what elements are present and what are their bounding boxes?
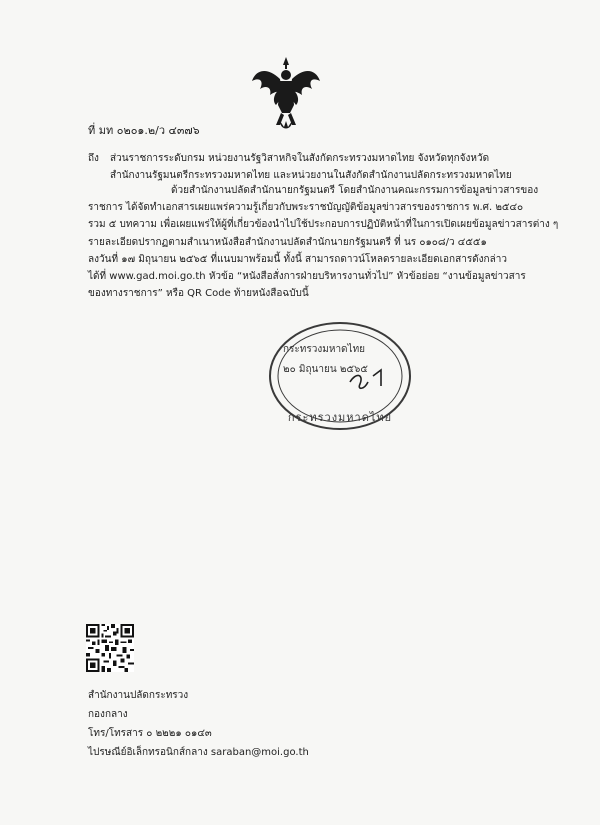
qr-code[interactable] (86, 624, 134, 672)
footer-email: ไปรษณีย์อิเล็กทรอนิกส์กลาง saraban@moi.go.th (88, 747, 309, 758)
letter-body (88, 182, 559, 302)
body-line: รายละเอียดปรากฏตามสำเนาหนังสือสำนักงานปลัดสำนักนายกรัฐมนตรี ที่ นร ๐๑๐๘/ว ๔๕๕๑ (88, 236, 487, 248)
recipients-line-1: ส่วนราชการระดับกรม หน่วยงานรัฐวิสาหกิจในสังกัดกระทรวงมหาดไทย จังหวัดทุกจังหวัด (110, 153, 490, 164)
footer-office: สำนักงานปลัดกระทรวง (88, 690, 189, 701)
stamp-ministry: กระทรวงมหาดไทย (283, 344, 366, 355)
recipients-line-2: สำนักงานรัฐมนตรีกระทรวงมหาดไทย และหน่วยงานในสังกัดสำนักงานปลัดกระทรวงมหาดไทย (110, 170, 512, 181)
recipients-label: ถึง (88, 153, 99, 164)
garuda-emblem (250, 55, 322, 135)
stamp-ring-text: กระทรวงมหาดไทย (287, 411, 393, 424)
body-line: ของทางราชการ” หรือ QR Code ท้ายหนังสือฉบับนี้ (88, 288, 309, 300)
body-line: ราชการ ได้จัดทำเอกสารเผยแพร่ความรู้เกี่ยวกับพระราชบัญญัติข้อมูลข่าวสารของราชการ พ.ศ. ๒๕๔๐ (88, 202, 524, 214)
sender-footer (88, 686, 309, 762)
footer-phone: โทร/โทรสาร ๐ ๒๒๒๑ ๐๑๔๓ (88, 728, 212, 739)
stamp-date: ๒๐ มิถุนายน ๒๕๖๕ (283, 364, 368, 375)
body-line: ได้ที่ www.gad.moi.go.th หัวข้อ “หนังสือสั่งการฝ่ายบริหารงานทั่วไป” หัวข้อย่อย “งานข้อมูลข่าวสาร (88, 271, 526, 283)
body-line: ด้วยสำนักงานปลัดสำนักนายกรัฐมนตรี โดยสำนักงานคณะกรรมการข้อมูลข่าวสารของ (171, 185, 539, 196)
footer-division: กองกลาง (88, 709, 128, 720)
document-number: ที่ มท ๐๒๐๑.๒/ว ๔๓๗๖ (88, 124, 200, 137)
body-line: ลงวันที่ ๑๗ มิถุนายน ๒๕๖๕ ที่แนบมาพร้อมนี้ ทั้งนี้ สามารถดาวน์โหลดรายละเอียดเอกสารดังกล่าว (88, 253, 507, 265)
body-line: รวม ๕ บทความ เพื่อเผยแพร่ให้ผู้ที่เกี่ยวข้องนำไปใช้ประกอบการปฏิบัติหน้าที่ในการเปิดเผยข้อมูลข่าวสารต่าง ๆ (88, 219, 559, 231)
